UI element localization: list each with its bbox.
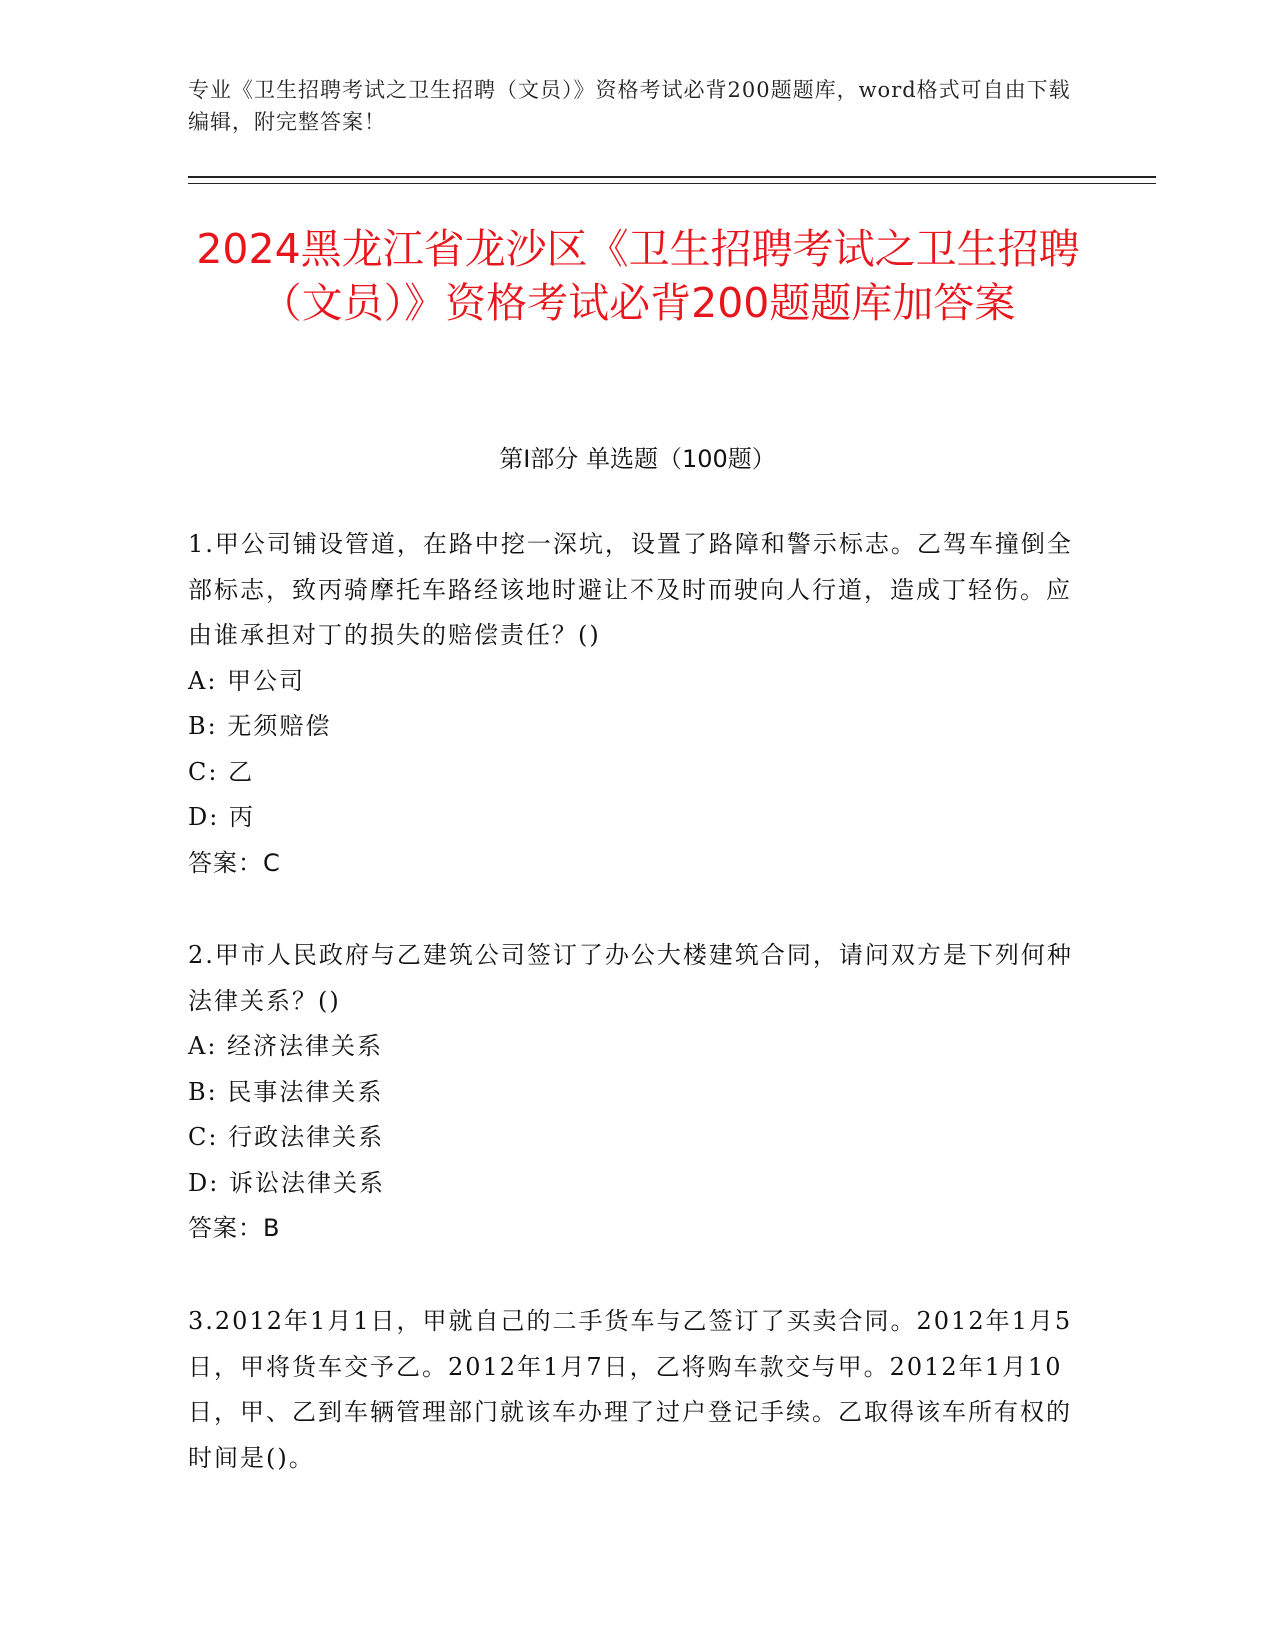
option-a: A: 甲公司 bbox=[188, 666, 306, 695]
question-1 bbox=[188, 522, 1088, 886]
question-stem: 1.甲公司铺设管道，在路中挖一深坑，设置了路障和警示标志。乙驾车撞倒全部标志，致丙骑摩托车路经该地时避让不及时而驶向人行道，造成丁轻伤。应由谁承担对丁的损失的赔偿责任？() bbox=[188, 530, 1073, 649]
option-d: D: 诉讼法律关系 bbox=[188, 1168, 385, 1197]
option-d: D: 丙 bbox=[188, 803, 255, 831]
question-stem: 2.甲市人民政府与乙建筑公司签订了办公大楼建筑合同，请问双方是下列何种法律关系？() bbox=[188, 941, 1073, 1015]
option-b: B: 无须赔偿 bbox=[188, 712, 332, 740]
option-a: A: 经济法律关系 bbox=[188, 1032, 384, 1060]
question-3 bbox=[188, 1299, 1088, 1481]
option-c: C: 行政法律关系 bbox=[188, 1123, 385, 1151]
header-note: 专业《卫生招聘考试之卫生招聘（文员）》资格考试必背200题题库，word格式可自由下载编辑，附完整答案！ bbox=[188, 78, 1071, 134]
option-b: B: 民事法律关系 bbox=[188, 1077, 384, 1106]
answer: 答案：C bbox=[188, 848, 281, 877]
header-rule-thin bbox=[188, 183, 1156, 184]
answer: 答案：B bbox=[188, 1214, 281, 1242]
section-title: 第I部分 单选题（100题） bbox=[499, 445, 776, 473]
option-c: C: 乙 bbox=[188, 757, 255, 786]
document-title: 2024黑龙江省龙沙区《卫生招聘考试之卫生招聘（文员）》资格考试必背200题题库加答案 bbox=[196, 225, 1080, 327]
question-2 bbox=[188, 933, 1088, 1252]
header-rule-thick bbox=[188, 176, 1156, 178]
question-stem: 3.2012年1月1日，甲就自己的二手货车与乙签订了买卖合同。2012年1月5日，甲将货车交予乙。2012年1月7日，乙将购车款交与甲。2012年1月10日，甲、乙到车辆管理部门就该车办理了过户登记手续。乙取得该车所有权的时间是()。 bbox=[188, 1307, 1073, 1472]
